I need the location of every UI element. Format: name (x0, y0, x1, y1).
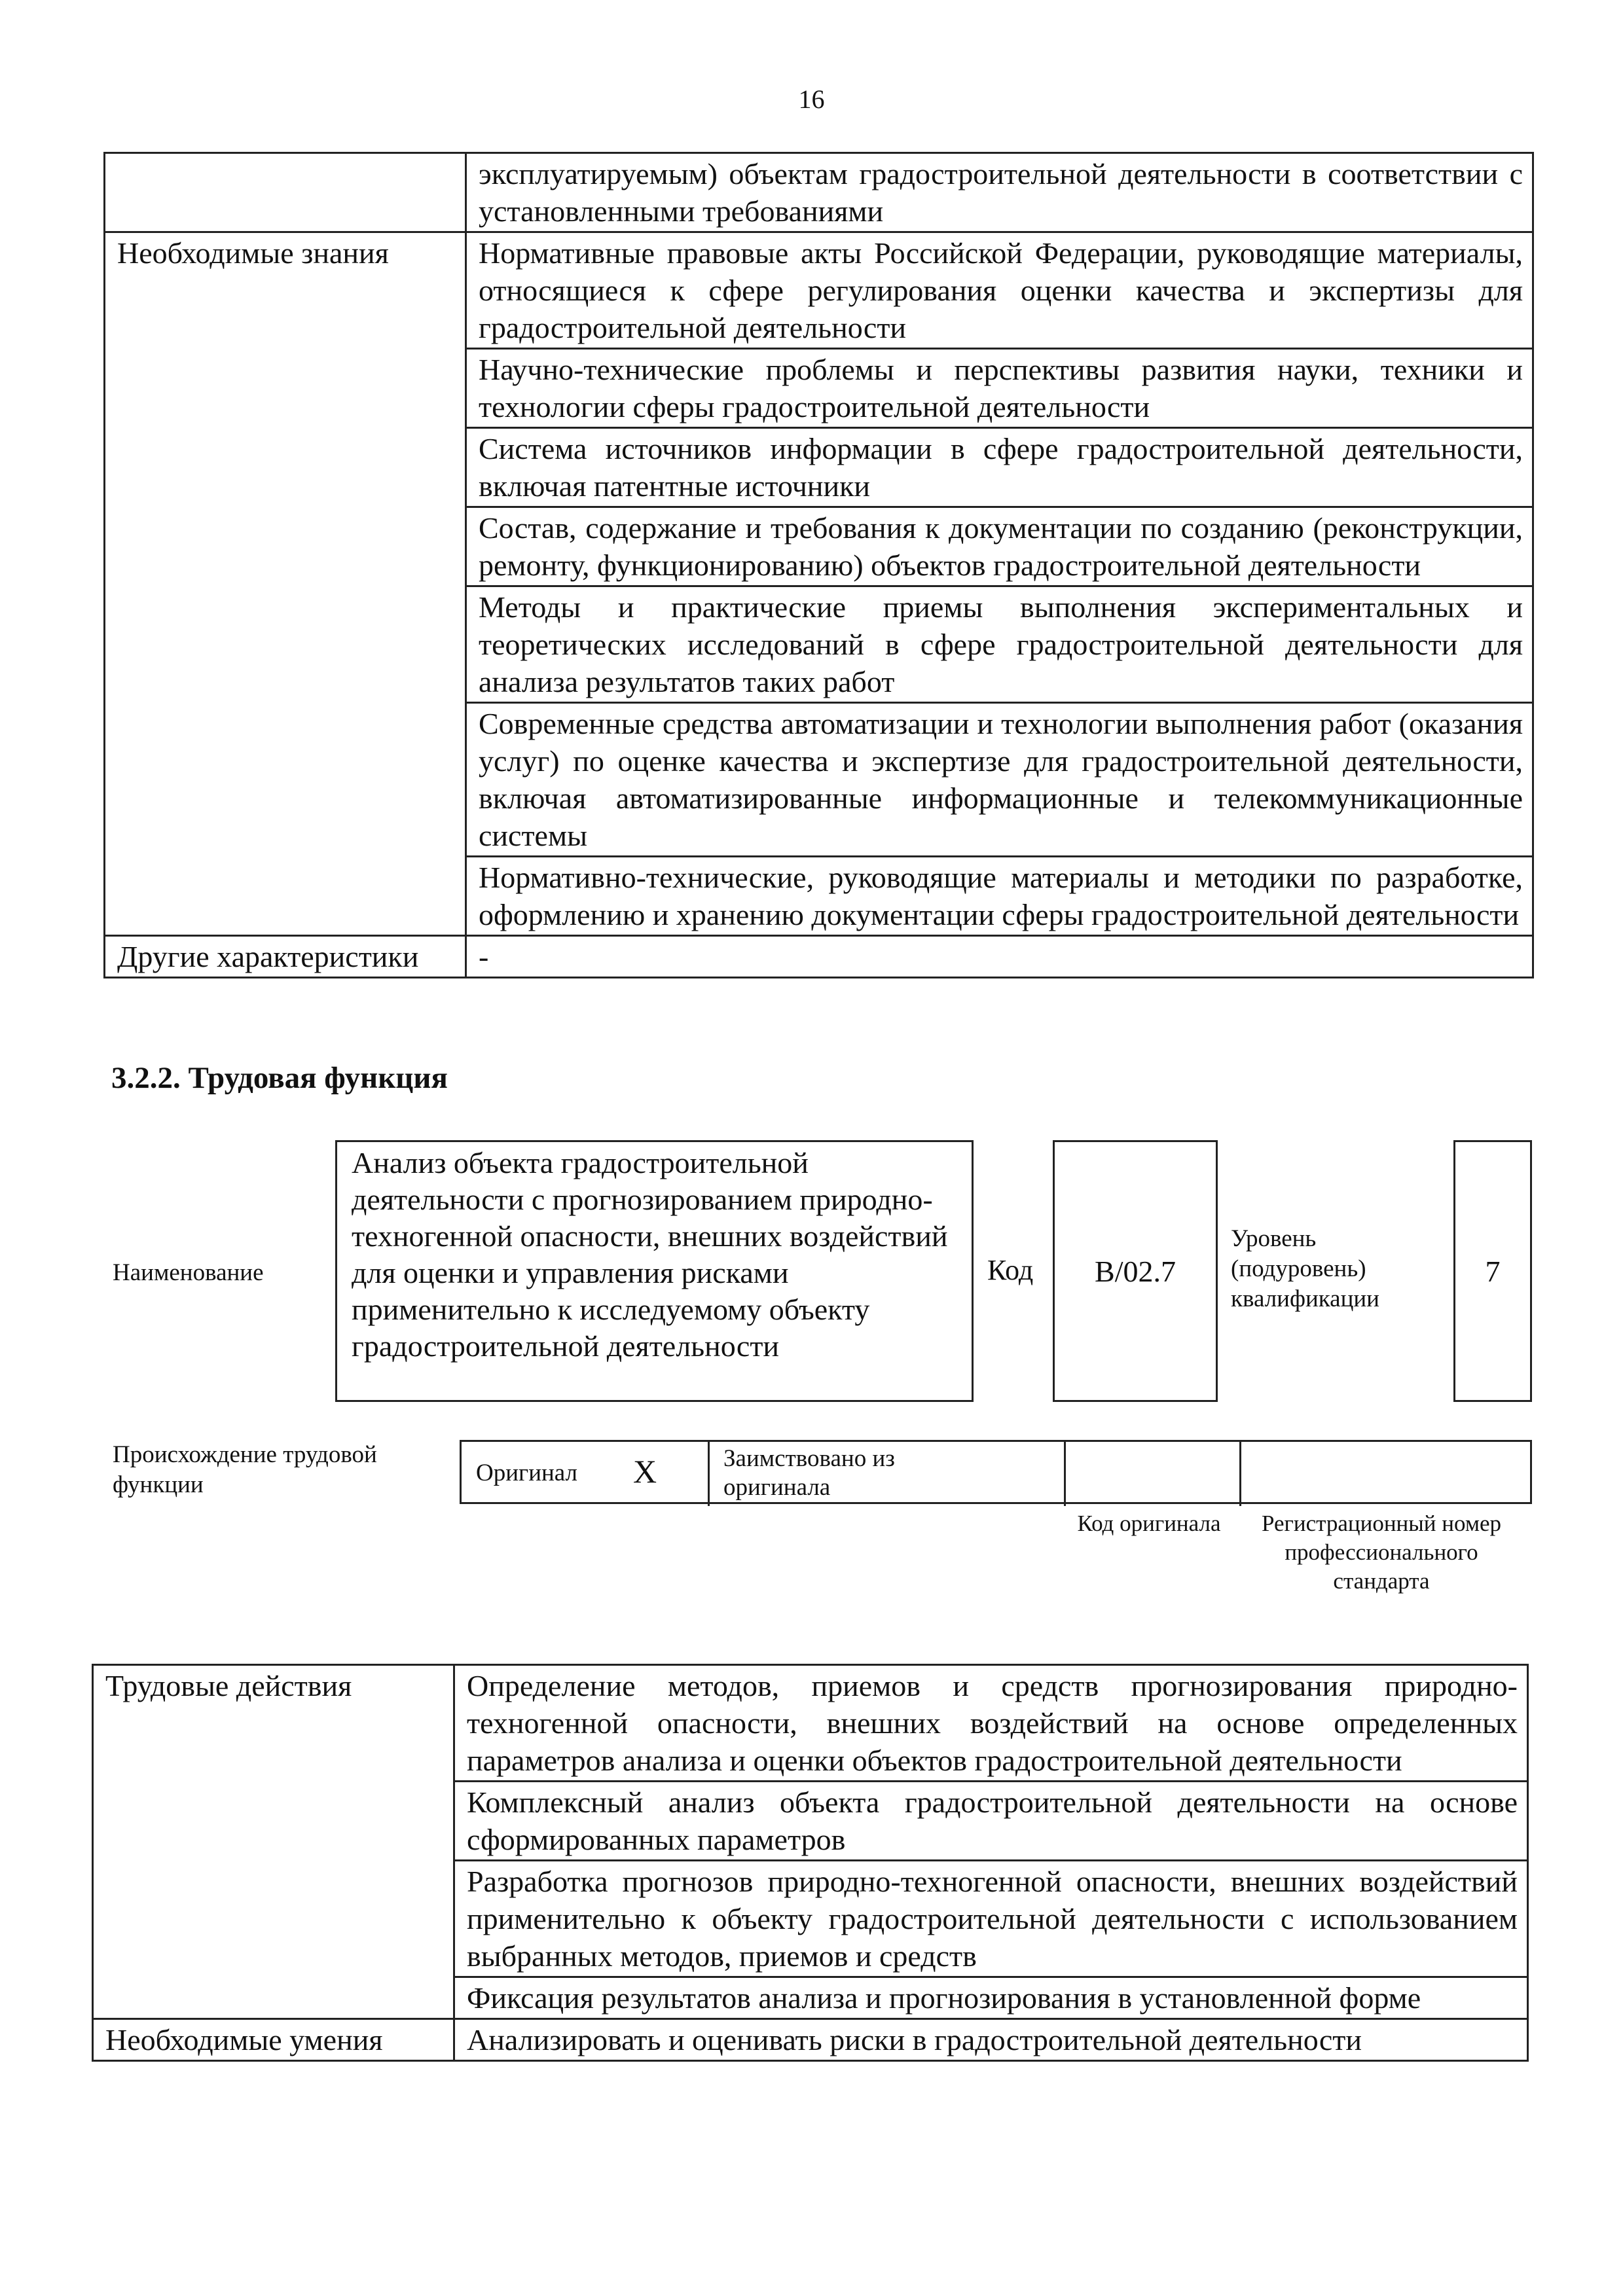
row-item: Нормативно-технические, руководящие материалы и методики по разработке, оформлению и хранению документации сферы градостроительной деятельности (466, 857, 1533, 936)
row-item: Комплексный анализ объекта градостроительной деятельности на основе сформированных параметров (454, 1782, 1528, 1861)
table-row (105, 232, 1533, 349)
original-mark: X (633, 1453, 657, 1490)
row-item: Разработка прогнозов природно-техногенной опасности, внешних воздействий применительно к объекту градостроительной деятельности с использованием выбранных методов, приемов и средств (454, 1861, 1528, 1977)
actions-table (92, 1664, 1529, 2062)
name-value-box (335, 1140, 974, 1402)
row-item: - (466, 936, 1533, 978)
code-label: Код (987, 1254, 1034, 1286)
level-value-box (1453, 1140, 1532, 1402)
origin-label: Происхождение трудовой функции (113, 1441, 377, 1498)
table-row (93, 2019, 1528, 2061)
borrowed-label: Заимствовано из оригинала (723, 1445, 895, 1501)
page-number: 16 (798, 84, 825, 114)
name-value: Анализ объекта градостроительной деятельности с прогнозированием природно-техногенной опасности, внешних воздействий для оценки и управления рисками применительно к исследуемому объекту градостроительной деятельности (352, 1146, 948, 1363)
code-value: B/02.7 (1095, 1254, 1176, 1288)
row-item: Система источников информации в сфере градостроительной деятельности, включая патентные источники (466, 428, 1533, 507)
divider (1064, 1442, 1066, 1506)
table-row (93, 1665, 1528, 1782)
row-item: Фиксация результатов анализа и прогнозирования в установленной форме (454, 1977, 1528, 2019)
table-row (105, 936, 1533, 978)
row-label: Трудовые действия (93, 1665, 454, 2019)
row-item: Методы и практические приемы выполнения экспериментальных и теоретических исследований в сфере градостроительной деятельности для анализа результатов таких работ (466, 586, 1533, 703)
original-label: Оригинал (476, 1460, 578, 1486)
divider (1239, 1442, 1241, 1506)
row-label: Необходимые знания (105, 232, 466, 936)
row-item: эксплуатируемым) объектам градостроительной деятельности в соответствии с установленными требованиями (466, 153, 1533, 232)
divider (708, 1442, 710, 1506)
row-item: Анализировать и оценивать риски в градостроительной деятельности (454, 2019, 1528, 2061)
reg-number-caption: Регистрационный номер профессионального стандарта (1261, 1511, 1502, 1594)
section-title: 3.2.2. Трудовая функция (111, 1061, 448, 1095)
level-label: Уровень (подуровень) квалификации (1231, 1225, 1379, 1312)
row-label (105, 153, 466, 232)
code-original-caption: Код оригинала (1077, 1511, 1221, 1536)
level-value: 7 (1485, 1254, 1501, 1288)
row-item: Современные средства автоматизации и технологии выполнения работ (оказания услуг) по оценке качества и экспертизе для градостроительной деятельности, включая автоматизированные информационные и телекоммуникационные системы (466, 703, 1533, 857)
knowledge-table (103, 152, 1534, 978)
row-label: Необходимые умения (93, 2019, 454, 2061)
name-label: Наименование (113, 1259, 264, 1286)
row-item: Состав, содержание и требования к документации по созданию (реконструкции, ремонту, функционированию) объектов градостроительной деятельности (466, 507, 1533, 586)
row-label: Другие характеристики (105, 936, 466, 978)
row-item: Определение методов, приемов и средств прогнозирования природно-техногенной опасности, внешних воздействий на основе определенных параметров анализа и оценки объектов градостроительной деятельности (454, 1665, 1528, 1782)
origin-row (460, 1440, 1532, 1504)
row-item: Нормативные правовые акты Российской Федерации, руководящие материалы, относящиеся к сфере регулирования оценки качества и экспертизы для градостроительной деятельности (466, 232, 1533, 349)
row-item: Научно-технические проблемы и перспективы развития науки, техники и технологии сферы градостроительной деятельности (466, 349, 1533, 428)
code-value-box (1053, 1140, 1218, 1402)
table-row (105, 153, 1533, 232)
